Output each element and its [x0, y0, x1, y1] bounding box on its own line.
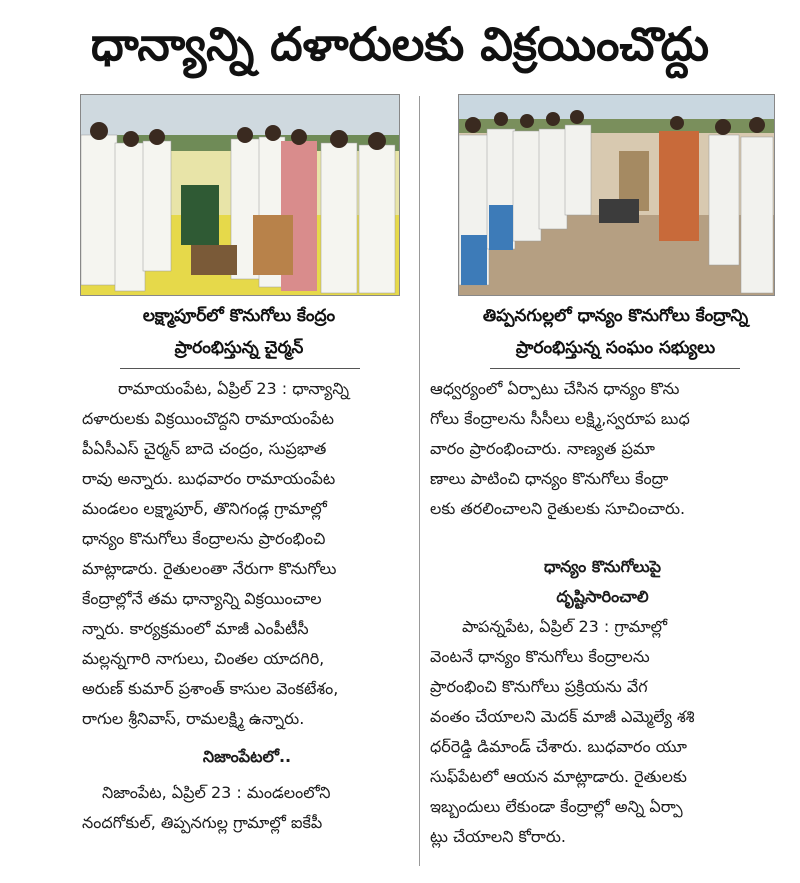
- right-text-line: గోలు కేంద్రాలను సీసీలు లక్ష్మి,స్వరూప బుధ: [430, 409, 690, 428]
- left-article-column: [82, 374, 412, 838]
- left-text-line: ధాన్యం కొనుగోలు కేంద్రాలను ప్రారంభించి: [82, 529, 326, 548]
- left-text-line: రావు అన్నారు. బుధవారం రామాయంపేట: [82, 469, 336, 488]
- left-text-line: కేంద్రాల్లోనే తమ ధాన్యాన్ని విక్రయించాల: [82, 589, 322, 608]
- right-text-line: ధర్‌రెడ్డి డిమాండ్ చేశారు. బుధవారం యూ: [430, 737, 687, 756]
- right-text-line: వంతం చేయాలని మెదక్ మాజీ ఎమ్మెల్యే శశి: [430, 707, 695, 726]
- left-photo-caption-line2: ప్రారంభిస్తున్న చైర్మన్: [174, 338, 304, 358]
- right-text-line: వెంటనే ధాన్యం కొనుగోలు కేంద్రాలను: [430, 647, 650, 666]
- left-text-line: నిజాంపేట, ఏప్రిల్ 23 : మండలంలోని: [102, 783, 331, 802]
- left-photo-caption-line1: లక్ష్మాపూర్‌లో కొనుగోలు కేంద్రం: [142, 306, 336, 326]
- headline: ధాన్యాన్ని దళారులకు విక్రయించొద్దు: [90, 17, 710, 71]
- left-text-line: మల్లన్నగారి నాగులు, చింతల యాదగిరి,: [82, 649, 325, 668]
- right-caption-divider: [490, 368, 740, 369]
- left-text-line: మండలం లక్ష్మాపూర్, తొనిగండ్ల గ్రామాల్లో: [82, 499, 327, 518]
- left-text-line: నందగోకుల్, తిప్పనగుల్ల గ్రామాల్లో ఐకేపీ: [82, 813, 323, 832]
- left-subhead: నిజాంపేటలో..: [202, 747, 292, 766]
- column-divider: [419, 96, 420, 866]
- left-text-line: అరుణ్ కుమార్ ప్రశాంత్ కాసుల వెంకటేశం,: [82, 679, 339, 698]
- left-news-photo: [80, 94, 400, 296]
- right-photo-caption-line2: ప్రారంభిస్తున్న సంఘం సభ్యులు: [515, 338, 716, 358]
- left-text-line: దళారులకు విక్రయించొద్దని రామాయంపేట: [82, 409, 334, 428]
- right-photo-caption-line1: తిప్పనగుల్లలో ధాన్యం కొనుగోలు కేంద్రాన్ని: [482, 306, 749, 326]
- left-text-line: న్నారు. కార్యక్రమంలో మాజీ ఎంపీటీసీ: [82, 619, 309, 638]
- left-text-line: రామాయంపేట, ఏప్రిల్ 23 : ధాన్యాన్ని: [118, 379, 350, 398]
- left-text-line: పీఏసీఎస్ చైర్మన్ బాదె చంద్రం, సుప్రభాత: [82, 439, 327, 458]
- right-subhead-line2: దృష్టిసారించాలి: [556, 587, 649, 606]
- right-text-line: ఆధ్వర్యంలో ఏర్పాటు చేసిన ధాన్యం కొను: [430, 379, 680, 398]
- right-article-column: [430, 374, 775, 852]
- right-text-line: ట్లు చేయాలని కోరారు.: [430, 827, 566, 846]
- right-subhead-line1: ధాన్యం కొనుగోలుపై: [543, 557, 661, 576]
- right-text-line: ణాలు పాటించి ధాన్యం కొనుగోలు కేంద్రా: [430, 469, 669, 488]
- right-text-line: ప్రారంభించి కొనుగోలు ప్రక్రియను వేగ: [430, 677, 648, 696]
- right-text-line: వారం ప్రారంభించారు. నాణ్యత ప్రమా: [430, 439, 655, 458]
- left-text-line: మాట్లాడారు. రైతులంతా నేరుగా కొనుగోలు: [82, 559, 337, 578]
- right-text-line: లకు తరలించాలని రైతులకు సూచించారు.: [430, 499, 686, 518]
- right-news-photo: [458, 94, 775, 296]
- right-text-line: పాపన్నపేట, ఏప్రిల్ 23 : గ్రామాల్లో: [462, 617, 668, 636]
- right-text-line: సుఫ్‌పేటలో ఆయన మాట్లాడారు. రైతులకు: [430, 767, 687, 786]
- left-caption-divider: [120, 368, 360, 369]
- left-text-line: రాగుల శ్రీనివాస్, రామలక్ష్మి ఉన్నారు.: [82, 709, 305, 728]
- right-text-line: ఇబ్బందులు లేకుండా కేంద్రాల్లో అన్ని ఏర్పా: [430, 797, 683, 816]
